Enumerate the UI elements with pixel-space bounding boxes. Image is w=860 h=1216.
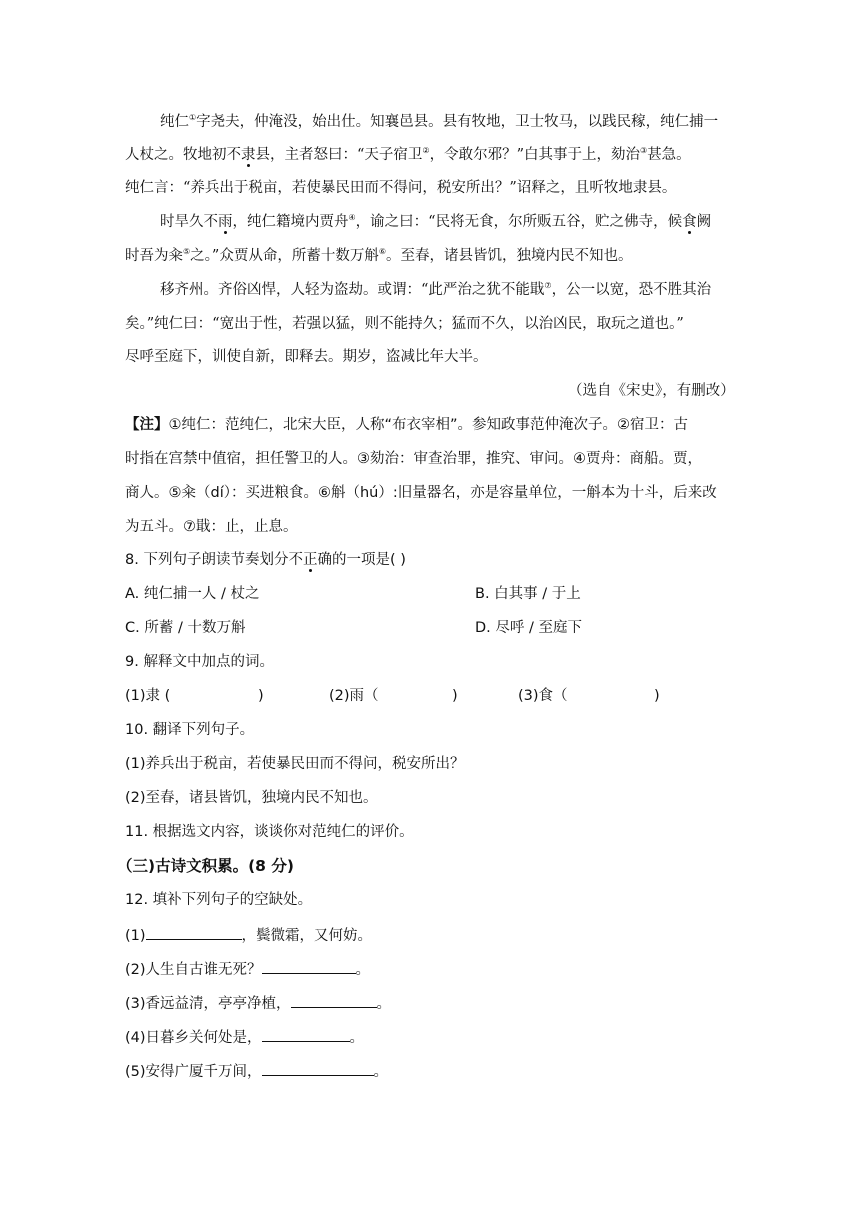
notes-label: 【注】 bbox=[125, 417, 169, 433]
notes-line2: 时指在宫禁中值宿，担任警卫的人。③劾治：审查治罪，推究、审问。④贾舟：商船。贾， bbox=[125, 451, 702, 467]
passage-p3-line2: 矣。”纯仁曰：“宽出于性，若强以猛，则不能持久；猛而不久，以治凶民，取玩之道也。” bbox=[125, 316, 684, 332]
passage-p2-line2: 时吾为籴⑤之。”众贾从命，所蓄十数万斛⑥。至春，诸县皆饥，独境内民不知也。 bbox=[125, 247, 633, 264]
q12-blank-5[interactable] bbox=[262, 1060, 374, 1076]
q10-sentence-1: (1)养兵出于税亩，若使暴民田而不得问，税安所出？ bbox=[125, 756, 465, 772]
passage-p3-line3: 尽呼至庭下，训使自新，即释去。期岁，盗减比年大半。 bbox=[125, 349, 488, 365]
q9-item-3: (3)食（ bbox=[518, 688, 568, 704]
q12-item-1: (1) ，鬓微霜，又何妨。 bbox=[125, 924, 372, 946]
dotted-word-shi: 食 bbox=[682, 214, 697, 230]
q12-stem: 12. 填补下列句子的空缺处。 bbox=[125, 892, 313, 908]
q8-option-b: B. 白其事 / 于上 bbox=[475, 586, 581, 602]
q9-item-2: (2)雨（ bbox=[329, 688, 379, 704]
passage-source: （选自《宋史》，有删改） bbox=[568, 383, 735, 399]
q12-blank-2[interactable] bbox=[262, 958, 356, 974]
q12-blank-4[interactable] bbox=[262, 1026, 350, 1042]
q11-stem: 11. 根据选文内容，谈谈你对范纯仁的评价。 bbox=[125, 824, 414, 840]
q8-option-d: D. 尽呼 / 至庭下 bbox=[475, 620, 582, 636]
q9-item-1-close: ) bbox=[258, 688, 264, 704]
dotted-word-li: 隶 bbox=[241, 147, 256, 163]
q8-stem: 8. 下列句子朗读节奏划分不正确的一项是( ) bbox=[125, 552, 406, 568]
q8-option-a: A. 纯仁捕一人 / 杖之 bbox=[125, 586, 260, 602]
q12-blank-1[interactable] bbox=[146, 924, 242, 940]
q9-item-1: (1)隶 ( bbox=[125, 688, 171, 704]
q10-stem: 10. 翻译下列句子。 bbox=[125, 722, 255, 738]
passage-p2-line1: 时旱久不雨，纯仁籍境内贾舟④，谕之曰：“民将无食，尔所贩五谷，贮之佛寺，候食阙 bbox=[160, 213, 712, 230]
passage-p3-line1: 移齐州。齐俗凶悍，人轻为盗劫。或谓：“此严治之犹不能戢⑦，公一以宽，恐不胜其治 bbox=[160, 281, 712, 298]
section3-title: （三)古诗文积累。(8 分) bbox=[117, 857, 294, 875]
notes-line1: 【注】①纯仁：范纯仁，北宋大臣，人称“布衣宰相”。参知政事范仲淹次子。②宿卫：古 bbox=[125, 417, 689, 433]
passage-p1-line3: 纯仁言：“养兵出于税亩，若使暴民田而不得问，税安所出？”诏释之，且听牧地隶县。 bbox=[125, 180, 677, 196]
q12-item-5: (5)安得广厦千万间， 。 bbox=[125, 1060, 388, 1082]
q8-option-c: C. 所蓄 / 十数万斛 bbox=[125, 620, 246, 636]
q9-item-3-close: ) bbox=[654, 688, 660, 704]
q9-item-2-close: ) bbox=[452, 688, 458, 704]
q9-stem: 9. 解释文中加点的词。 bbox=[125, 654, 274, 670]
passage-p1-line2: 人杖之。牧地初不隶县，主者怒曰：“天子宿卫②，令敢尔邪？”白其事于上，劾治③甚急。 bbox=[125, 146, 691, 163]
dotted-word-yu: 雨 bbox=[218, 214, 233, 230]
notes-line3: 商人。⑤籴（dí）：买进粮食。⑥斛（hú）:旧量器名，亦是容量单位，一斛本为十斗，后来改 bbox=[125, 485, 717, 501]
q12-item-3: (3)香远益清，亭亭净植， 。 bbox=[125, 992, 391, 1014]
q10-sentence-2: (2)至春，诸县皆饥，独境内民不知也。 bbox=[125, 790, 378, 806]
q12-blank-3[interactable] bbox=[291, 992, 377, 1008]
q12-item-4: (4)日暮乡关何处是， 。 bbox=[125, 1026, 364, 1048]
notes-line4: 为五斗。⑦戢：止，止息。 bbox=[125, 519, 298, 535]
q12-item-2: (2)人生自古谁无死？ 。 bbox=[125, 958, 370, 980]
passage-p1-line1: 纯仁①字尧夫，仲淹没，始出仕。知襄邑县。县有牧地，卫士牧马，以践民稼，纯仁捕一 bbox=[160, 113, 719, 130]
